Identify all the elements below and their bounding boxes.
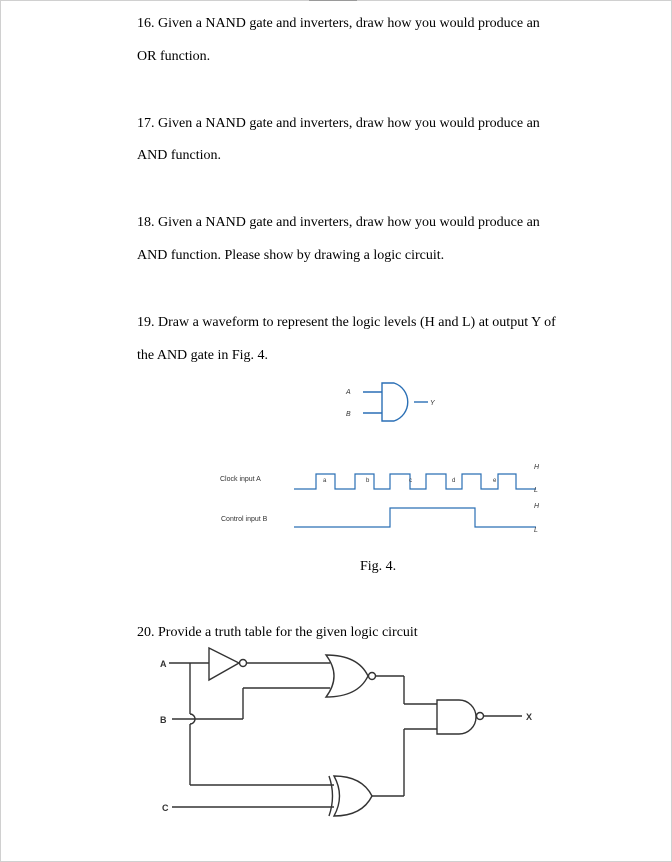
control-input-label: Control input B [221, 516, 268, 523]
input-c-label: C [162, 803, 169, 813]
level-low-label-1: L [534, 487, 538, 494]
output-x-label: X [526, 712, 533, 722]
question-16-line-1: 16. Given a NAND gate and inverters, draw how you would produce an [137, 16, 540, 31]
figure-4-caption: Fig. 4. [360, 559, 397, 574]
question-20-line-1: 20. Provide a truth table for the given logic circuit [137, 625, 418, 640]
question-17-line-2: AND function. [137, 148, 221, 163]
question-17-line-1: 17. Given a NAND gate and inverters, draw how you would produce an [137, 116, 540, 131]
gate-output-y-label: Y [430, 400, 435, 407]
circuit-wires [169, 648, 522, 816]
question-16-line-2: OR function. [137, 49, 211, 64]
clock-input-label: Clock input A [220, 476, 261, 483]
pulse-label-b: b [366, 478, 370, 484]
input-a-label: A [160, 659, 167, 669]
input-b-label: B [160, 715, 167, 725]
gate-input-a-label: A [346, 389, 351, 396]
pulse-label-e: e [493, 478, 497, 484]
question-18-line-2: AND function. Please show by drawing a logic circuit. [137, 248, 445, 263]
question-18-line-1: 18. Given a NAND gate and inverters, draw how you would produce an [137, 215, 540, 230]
gate-input-b-label: B [346, 411, 351, 418]
level-low-label-2: L [534, 527, 538, 534]
pulse-label-c: c [409, 478, 412, 484]
level-high-label-2: H [534, 503, 540, 510]
question-19-line-1: 19. Draw a waveform to represent the logic levels (H and L) at output Y of [137, 315, 556, 330]
pulse-label-d: d [452, 478, 456, 484]
pulse-label-a: a [323, 478, 327, 484]
level-high-label-1: H [534, 464, 540, 471]
question-19-line-2: the AND gate in Fig. 4. [137, 348, 269, 363]
